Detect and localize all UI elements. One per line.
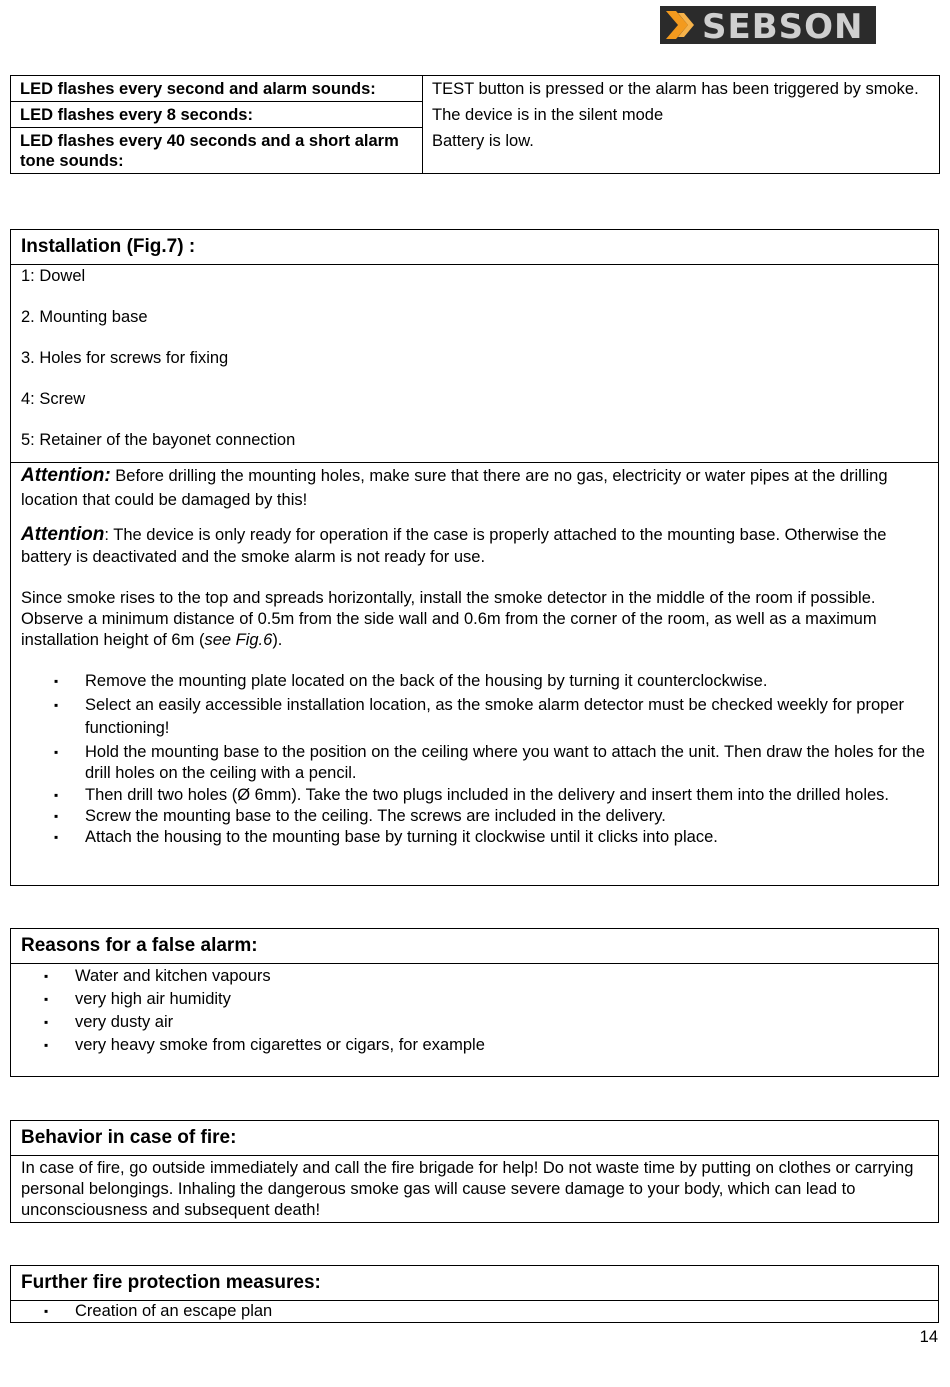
attention-note-2 xyxy=(21,524,928,568)
list-item xyxy=(21,671,928,692)
item-text: Creation of an escape plan xyxy=(75,1302,273,1320)
step-text: Hold the mounting base to the position on the ceiling where you want to attach the unit. Then draw the holes for the drill holes on the ceiling with a pencil. xyxy=(85,743,925,782)
list-item xyxy=(21,694,928,740)
bullet-icon: ▪ xyxy=(54,788,59,802)
bullet-icon: ▪ xyxy=(54,698,59,712)
table-row xyxy=(11,102,940,128)
placement-end: ). xyxy=(272,631,283,649)
led-meaning: The device is in the silent mode xyxy=(423,102,940,128)
part-item: 2. Mounting base xyxy=(21,308,148,326)
figure-reference: see Fig.6 xyxy=(204,631,273,649)
placement-note xyxy=(21,588,928,651)
brand-name: SEBSON xyxy=(702,7,864,47)
step-text: Select an easily accessible installation location, as the smoke alarm detector must be checked weekly for proper functioning! xyxy=(85,696,904,737)
item-text: very heavy smoke from cigarettes or cigars, for example xyxy=(75,1036,485,1054)
fire-behavior-text: In case of fire, go outside immediately and call the fire brigade for help! Do not waste time by putting on clothes or carrying personal belongings. Inhaling the dangerous smoke gas will cause severe damage to your body, which can lead to unconsciousness and subsequent death! xyxy=(21,1159,914,1219)
item-text: very dusty air xyxy=(75,1013,174,1031)
parts-list xyxy=(11,265,938,450)
chevron-logo-icon xyxy=(664,9,700,41)
page-number: 14 xyxy=(919,1328,938,1346)
table-row xyxy=(11,76,940,102)
attention-label: Attention: xyxy=(21,465,111,486)
fire-behavior-title: Behavior in case of fire: xyxy=(11,1121,938,1156)
step-text: Remove the mounting plate located on the back of the housing by turning it counterclockwise. xyxy=(85,672,768,690)
list-item xyxy=(21,806,928,827)
list-item xyxy=(11,1011,938,1034)
list-item xyxy=(11,965,938,988)
part-item: 1: Dowel xyxy=(21,267,86,285)
installation-notes xyxy=(11,463,938,848)
led-state: LED flashes every 8 seconds: xyxy=(11,102,423,128)
bullet-icon: ▪ xyxy=(54,809,59,823)
brand-logo xyxy=(660,6,876,47)
table-row xyxy=(11,128,940,174)
led-state: LED flashes every 40 seconds and a short alarm tone sounds: xyxy=(11,128,423,174)
led-state: LED flashes every second and alarm sounds: xyxy=(11,76,423,102)
bullet-icon: ▪ xyxy=(44,1038,49,1052)
installation-section xyxy=(10,229,939,886)
list-item xyxy=(11,1301,938,1322)
false-alarm-title: Reasons for a false alarm: xyxy=(11,929,938,964)
part-item: 4: Screw xyxy=(21,390,86,408)
bullet-icon: ▪ xyxy=(54,745,59,759)
led-meaning: TEST button is pressed or the alarm has been triggered by smoke. xyxy=(423,76,940,102)
list-item xyxy=(21,742,928,784)
fire-behavior-section xyxy=(10,1120,939,1223)
installation-title: Installation (Fig.7) : xyxy=(11,230,938,265)
list-item xyxy=(11,1034,938,1057)
attention-label: Attention xyxy=(21,524,105,545)
attention-text: Before drilling the mounting holes, make sure that there are no gas, electricity or water pipes at the drilling location that could be damaged by this! xyxy=(21,467,888,509)
attention-text: : The device is only ready for operation if the case is properly attached to the mounting base. Otherwise the battery is deactivated and the smoke alarm is not ready for use. xyxy=(21,526,887,566)
part-item: 5: Retainer of the bayonet connection xyxy=(21,431,296,449)
list-item xyxy=(21,827,928,848)
bullet-icon: ▪ xyxy=(54,830,59,844)
list-item xyxy=(11,988,938,1011)
placement-text: Since smoke rises to the top and spreads horizontally, install the smoke detector in the middle of the room if possible. Observe a minimum distance of 0.5m from the side wall and 0.6m from the corner of the room, as well as a maximum installation height of 6m ( xyxy=(21,589,877,649)
bullet-icon: ▪ xyxy=(44,992,49,1006)
led-meaning: Battery is low. xyxy=(423,128,940,174)
bullet-icon: ▪ xyxy=(44,1304,49,1318)
item-text: very high air humidity xyxy=(75,990,231,1008)
list-item xyxy=(21,785,928,806)
bullet-icon: ▪ xyxy=(44,1015,49,1029)
bullet-icon: ▪ xyxy=(44,969,49,983)
further-measures-section xyxy=(10,1265,939,1323)
further-measures-title: Further fire protection measures: xyxy=(11,1266,938,1301)
item-text: Water and kitchen vapours xyxy=(75,967,271,985)
part-item: 3. Holes for screws for fixing xyxy=(21,349,229,367)
bullet-icon: ▪ xyxy=(54,674,59,688)
step-text: Screw the mounting base to the ceiling. The screws are included in the delivery. xyxy=(85,807,666,825)
false-alarm-section xyxy=(10,928,939,1077)
false-alarm-list xyxy=(11,964,938,1057)
installation-steps xyxy=(21,671,928,848)
attention-note-1 xyxy=(21,464,928,512)
step-text: Then drill two holes (Ø 6mm). Take the two plugs included in the delivery and insert them into the drilled holes. xyxy=(85,786,890,804)
further-measures-list xyxy=(11,1301,938,1322)
led-status-table xyxy=(10,75,940,174)
step-text: Attach the housing to the mounting base by turning it clockwise until it clicks into place. xyxy=(85,828,718,846)
